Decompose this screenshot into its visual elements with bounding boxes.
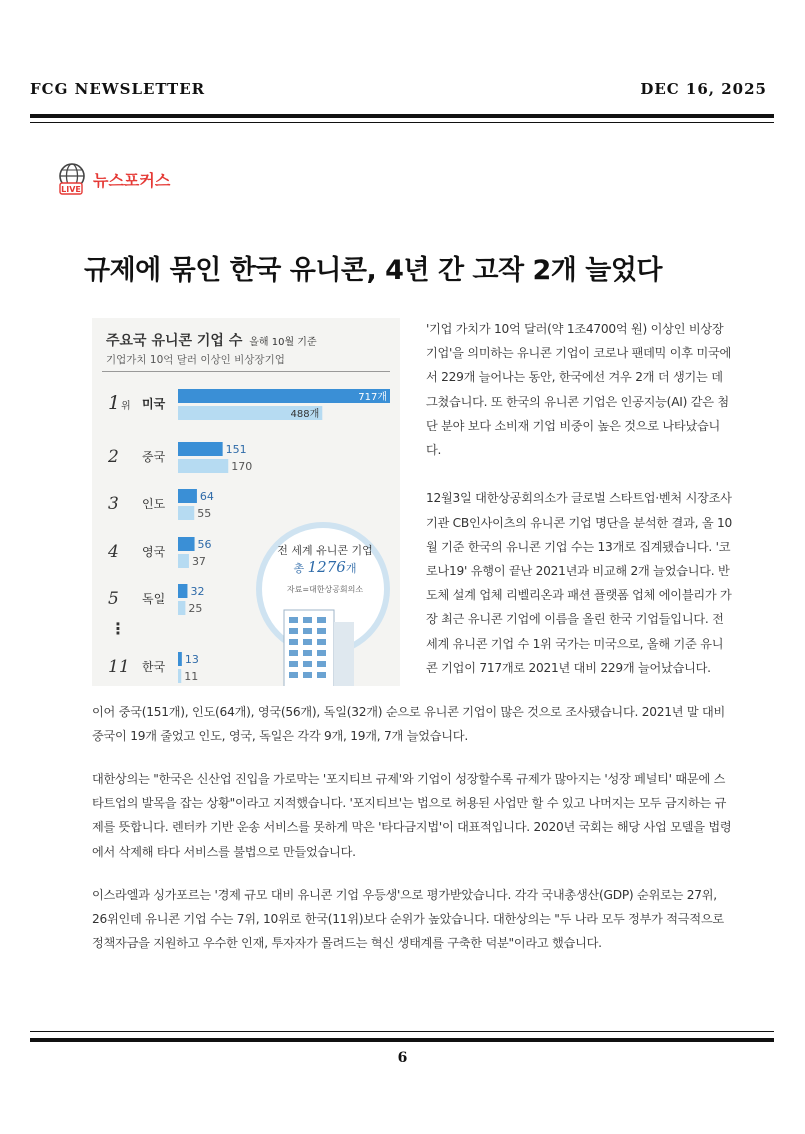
building-window — [303, 672, 312, 678]
building-side — [334, 622, 354, 686]
bar-2021 — [178, 506, 194, 520]
rank-label: 3 — [108, 494, 119, 514]
building-window — [317, 661, 326, 667]
bar-2021 — [178, 669, 181, 683]
value-label-2025: 151 — [225, 443, 247, 456]
live-badge: LIVE — [61, 185, 81, 194]
globe-live-icon — [57, 162, 89, 196]
ellipsis-mark: ⋮ — [110, 619, 126, 638]
building-window — [303, 617, 312, 623]
building-window — [289, 639, 298, 645]
callout-total: 총 1276개 — [293, 558, 357, 576]
value-label-2021: 55 — [197, 507, 212, 520]
building-window — [303, 639, 312, 645]
building-window — [289, 661, 298, 667]
rank-label: 1 — [108, 392, 121, 414]
building-window — [303, 650, 312, 656]
building-window — [317, 628, 326, 634]
chart-subtitle: 기업가치 10억 달러 이상인 비상장기업 — [106, 354, 285, 366]
paragraph-4: 대한상의는 "한국은 신산업 진입을 가로막는 '포지티브 규제'와 기업이 성장할수록 규제가 많아지는 '성장 페널티' 때문에 스타트업의 발목을 잡는 상황"이라고 지적했습니다. '포지티브'는 법으로 허용된 사업만 할 수 있고 나머지는 모두 금지하는 규제를 뜻합니다. 렌터카 기반 운송 서비스를 못하게 막은 '타다금지법'이 대표적입니다. 2020년 국회는 해당 사업 모델을 법령에서 삭제해 타다 서비스를 불법으로 만들었습니다. — [92, 772, 732, 859]
value-label-2025: 717개 — [358, 392, 387, 403]
building-window — [303, 628, 312, 634]
rank-label: 11 — [108, 657, 130, 677]
bar-2025 — [178, 537, 195, 551]
paragraph-2: 12월3일 대한상공회의소가 글로벌 스타트업·벤처 시장조사 기관 CB인사이츠의 유니콘 기업 명단을 분석한 결과, 올 10월 기준 한국의 유니콘 기업 수는 13개로 집계됐습니다. '코로나19' 유행이 끝난 2021년과 비교해 2개 늘었습니다. 반도체 설계 업체 리벨리온과 패션 플랫폼 업체 에이블리가 가장 최근 유니콘 기업에 이름을 올린 한국 기업들입니다. 전 세계 유니콘 기업 수 1위 국가는 미국으로, 올해 기준 유니콘 기업이 717개로 2021년 대비 229개 늘어났습니다. — [426, 491, 732, 675]
bar-2025 — [178, 442, 223, 456]
paragraph-1: '기업 가치가 10억 달러(약 1조4700억 원) 이상인 비상장 기업'을 의미하는 유니콘 기업이 코로나 팬데믹 이후 미국에서 229개 늘어나는 동안, 한국에선 겨우 2개 더 생기는 데 그쳤습니다. 또 한국의 유니콘 기업은 인공지능(AI) 같은 첨단 분야 보다 소비재 기업 비중이 높은 것으로 나타났습니다. 12월3일 대한상공회의소가 글로벌 스타트업·벤처 시장조사 기관 CB인사이츠의 유니콘 기업 명단을 분석한 결과, 올 10월 기준 한국의 유니콘 기업 수는 13개로 집계됐습니다. '코로나19' 유행이 끝난 2021년과 비교해 2개 늘었습니다. 반도체 설계 업체 리벨리온과 패션 플랫폼 업체 에이블리가 가장 최근 유니콘 기업에 이름을 올린 한국 기업들입니다. 전 세계 유니콘 기업 수 1위 국가는 미국으로, 올해 기준 유니콘 기업이 717개로 2021년 대비 229개 늘어났습니다. — [426, 322, 732, 675]
building-window — [303, 661, 312, 667]
country-label: 영국 — [142, 545, 166, 559]
unicorn-bar-chart — [92, 372, 400, 686]
rank-label: 4 — [108, 542, 119, 562]
rank-label: 2 — [108, 447, 119, 467]
building-window — [317, 672, 326, 678]
value-label-2021: 11 — [184, 670, 199, 683]
bar-2021 — [178, 601, 185, 615]
bar-2025 — [178, 584, 187, 598]
bar-2025 — [178, 652, 182, 666]
header-rule-thin — [30, 122, 774, 123]
value-label-2025: 13 — [184, 653, 199, 666]
building-window — [317, 617, 326, 623]
bar-2021 — [178, 554, 189, 568]
paragraph-3: 이어 중국(151개), 인도(64개), 영국(56개), 독일(32개) 순으로 유니콘 기업이 많은 것으로 조사됐습니다. 2021년 말 대비 중국이 19개 줄었고 인도, 영국, 독일은 각각 9개, 19개, 7개 늘었습니다. — [92, 705, 726, 744]
issue-date: DEC 16, 2025 — [640, 80, 767, 98]
value-label-2021: 25 — [188, 602, 203, 615]
building-window — [289, 650, 298, 656]
value-label-2021: 170 — [231, 460, 253, 473]
rank-suffix: 위 — [121, 401, 131, 412]
value-label-2021: 488개 — [290, 409, 320, 420]
value-label-2025: 32 — [190, 585, 205, 598]
header-rule-thick — [30, 114, 774, 118]
chart-title: 주요국 유니콘 기업 수 올해 10월 기준 — [106, 333, 317, 349]
page-number: 6 — [397, 1050, 408, 1066]
callout-line1: 전 세계 유니콘 기업 — [277, 544, 373, 557]
building-window — [289, 628, 298, 634]
footer-rule-thick — [30, 1038, 774, 1042]
unicorn-chart-figure — [92, 318, 400, 686]
newsletter-title: FCG NEWSLETTER — [30, 80, 206, 98]
country-label: 한국 — [142, 660, 166, 674]
building-window — [317, 650, 326, 656]
callout-source: 자료=대한상공회의소 — [286, 585, 364, 594]
value-label-2021: 37 — [191, 555, 206, 568]
chart-title-note: 올해 10월 기준 — [249, 337, 317, 348]
value-label-2025: 64 — [199, 490, 214, 503]
building-window — [289, 617, 298, 623]
building-window — [317, 639, 326, 645]
footer-rule-thin — [30, 1031, 774, 1032]
paragraph-5: 이스라엘과 싱가포르는 '경제 규모 대비 유니콘 기업 우등생'으로 평가받았습니다. 각각 국내총생산(GDP) 순위로는 27위, 26위인데 유니콘 기업 수는 7위, 10위로 한국(11위)보다 순위가 높았습니다. 대한상의는 "두 나라 모두 정부가 적극적으로 정책자금을 지원하고 우수한 인재, 투자자가 몰려드는 혁신 생태계를 구축한 덕분"이라고 했습니다. — [92, 888, 724, 951]
bar-2025 — [178, 489, 197, 503]
building-window — [289, 672, 298, 678]
news-focus-brand — [57, 162, 170, 196]
country-label: 중국 — [142, 450, 166, 464]
country-label: 독일 — [142, 592, 166, 606]
country-label: 미국 — [142, 397, 166, 411]
country-label: 인도 — [142, 497, 166, 511]
article-headline: 규제에 묶인 한국 유니콘, 4년 간 고작 2개 늘었다 — [84, 255, 663, 286]
rank-label: 5 — [108, 589, 119, 609]
value-label-2025: 56 — [197, 538, 212, 551]
brand-label: 뉴스포커스 — [93, 170, 171, 190]
bar-2021 — [178, 459, 228, 473]
